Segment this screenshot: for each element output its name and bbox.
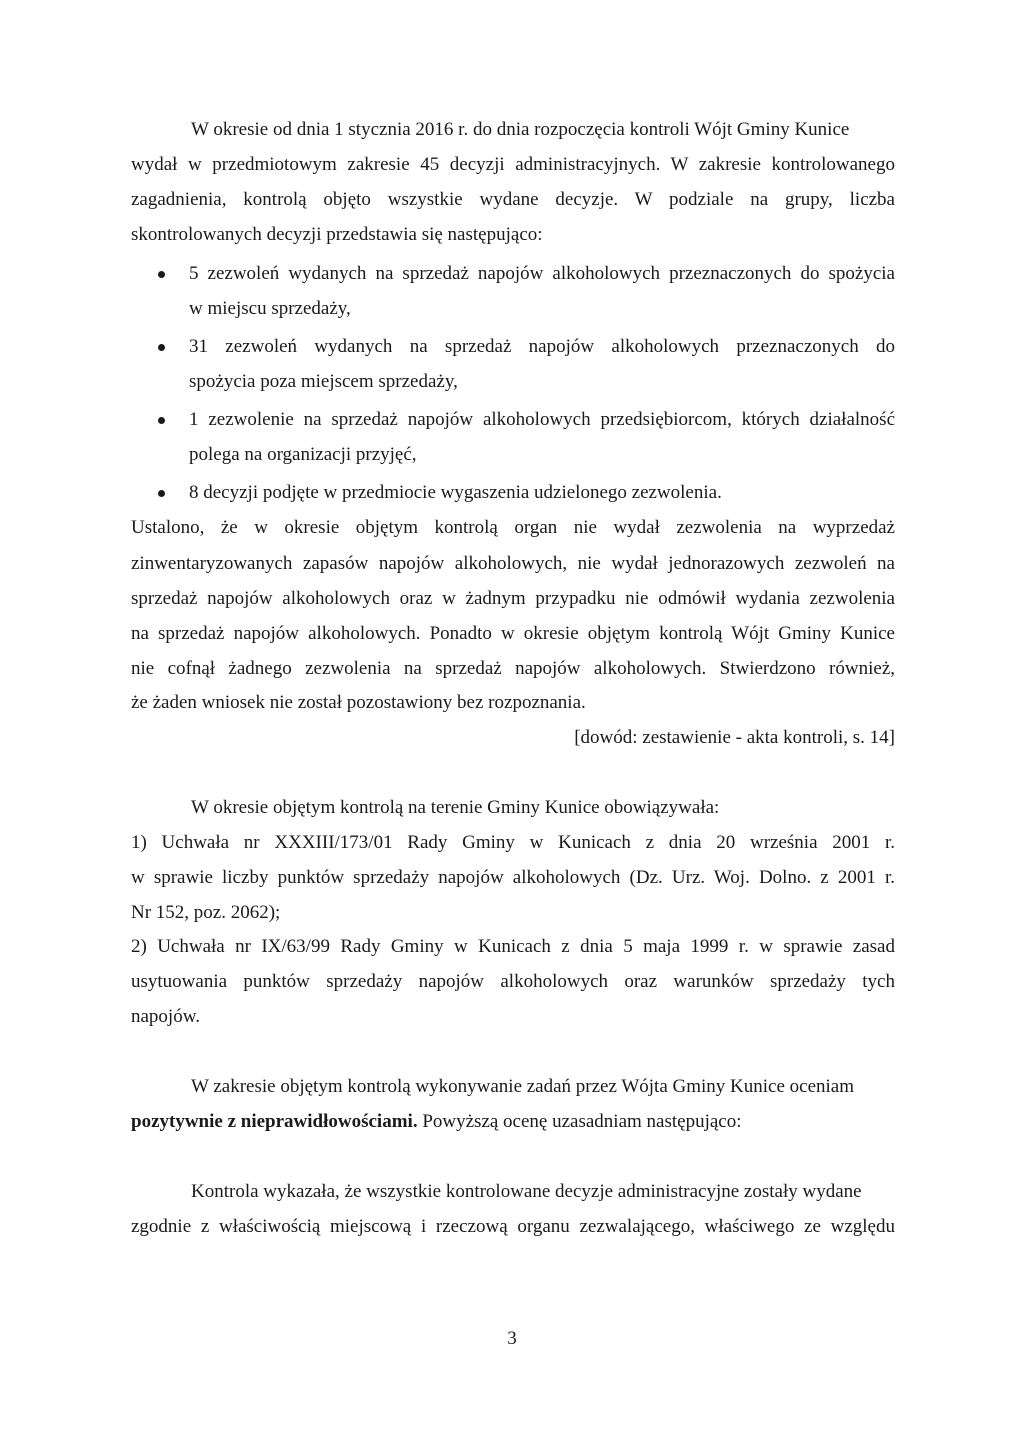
- paragraph-line: W okresie objętym kontrolą na terenie Gminy Kunice obowiązywała:: [191, 797, 720, 818]
- assessment-verdict: pozytywnie z nieprawidłowościami.: [131, 1111, 418, 1132]
- list-item-text: 1 zezwolenie na sprzedaż napojów alkoholowych przedsiębiorcom, których działalność: [189, 409, 895, 430]
- paragraph-line: zagadnienia, kontrolą objęto wszystkie wydane decyzje. W podziale na grupy, liczba: [131, 189, 895, 210]
- bullet-icon: [158, 344, 165, 351]
- list-item-text: w miejscu sprzedaży,: [189, 298, 351, 319]
- paragraph-line: zgodnie z właściwością miejscową i rzeczową organu zezwalającego, właściwego ze względu: [131, 1216, 895, 1237]
- list-item-text: polega na organizacji przyjęć,: [189, 444, 417, 465]
- bullet-icon: [158, 417, 165, 424]
- page-number: 3: [507, 1328, 517, 1349]
- paragraph-line: zinwentaryzowanych zapasów napojów alkoholowych, nie wydał jednorazowych zezwoleń na: [131, 553, 895, 574]
- paragraph-line: wydał w przedmiotowym zakresie 45 decyzji administracyjnych. W zakresie kontrolowanego: [131, 154, 895, 175]
- paragraph-line: W zakresie objętym kontrolą wykonywanie zadań przez Wójta Gminy Kunice oceniam: [191, 1076, 855, 1097]
- paragraph-line: w sprawie liczby punktów sprzedaży napojów alkoholowych (Dz. Urz. Woj. Dolno. z 2001 r.: [131, 867, 895, 888]
- assessment-rest: Powyższą ocenę uzasadniam następująco:: [417, 1111, 742, 1132]
- bullet-icon: [158, 271, 165, 278]
- assessment-line: [131, 1110, 742, 1134]
- list-item-text: 31 zezwoleń wydanych na sprzedaż napojów alkoholowych przeznaczonych do: [189, 336, 895, 357]
- paragraph-line: Nr 152, poz. 2062);: [131, 902, 281, 923]
- paragraph-line: Ustalono, że w okresie objętym kontrolą organ nie wydał zezwolenia na wyprzedaż: [131, 517, 895, 538]
- paragraph-line: 2) Uchwała nr IX/63/99 Rady Gminy w Kunicach z dnia 5 maja 1999 r. w sprawie zasad: [131, 936, 895, 957]
- paragraph-line: 1) Uchwała nr XXXIII/173/01 Rady Gminy w Kunicach z dnia 20 września 2001 r.: [131, 832, 895, 853]
- paragraph-line: napojów.: [131, 1006, 200, 1027]
- paragraph-line: na sprzedaż napojów alkoholowych. Ponadto w okresie objętym kontrolą Wójt Gminy Kunice: [131, 623, 895, 644]
- list-item-text: 8 decyzji podjęte w przedmiocie wygaszenia udzielonego zezwolenia.: [189, 482, 722, 503]
- paragraph-line: skontrolowanych decyzji przedstawia się następująco:: [131, 224, 543, 245]
- paragraph-line: że żaden wniosek nie został pozostawiony bez rozpoznania.: [131, 692, 586, 713]
- list-item-text: spożycia poza miejscem sprzedaży,: [189, 371, 458, 392]
- paragraph-line: W okresie od dnia 1 stycznia 2016 r. do dnia rozpoczęcia kontroli Wójt Gminy Kunice: [191, 119, 850, 140]
- list-item-text: 5 zezwoleń wydanych na sprzedaż napojów alkoholowych przeznaczonych do spożycia: [189, 263, 895, 284]
- paragraph-line: sprzedaż napojów alkoholowych oraz w żadnym przypadku nie odmówił wydania zezwolenia: [131, 588, 895, 609]
- bullet-icon: [158, 490, 165, 497]
- paragraph-line: nie cofnął żadnego zezwolenia na sprzedaż napojów alkoholowych. Stwierdzono również,: [131, 658, 895, 679]
- paragraph-line: Kontrola wykazała, że wszystkie kontrolowane decyzje administracyjne zostały wydane: [191, 1181, 862, 1202]
- paragraph-line: usytuowania punktów sprzedaży napojów alkoholowych oraz warunków sprzedaży tych: [131, 971, 895, 992]
- evidence-reference: [dowód: zestawienie - akta kontroli, s. 14]: [574, 727, 895, 748]
